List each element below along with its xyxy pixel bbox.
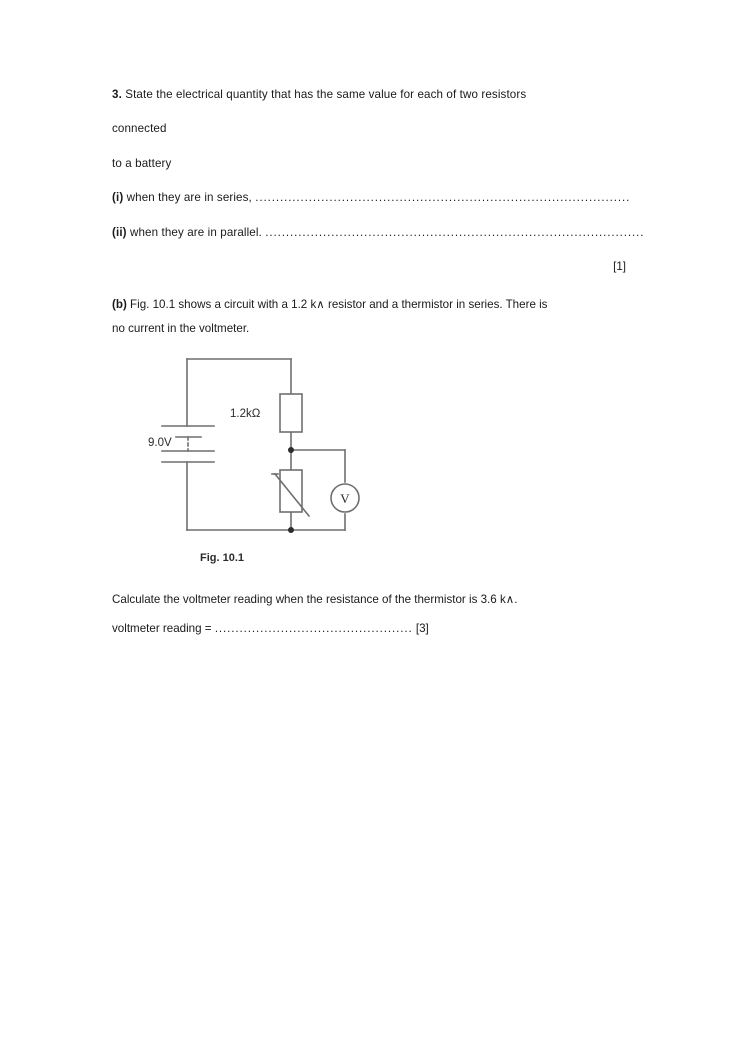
- part-i-label: (i): [112, 191, 124, 205]
- resistor-body: [280, 394, 302, 432]
- part-b-label: (b): [112, 298, 127, 312]
- question-part-i: [112, 191, 636, 205]
- thermistor-body: [280, 470, 302, 512]
- calculation-section: [112, 588, 636, 640]
- question-stem-line-2: [112, 122, 636, 136]
- answer-dots[interactable]: ................................................: [214, 621, 413, 635]
- question-stem-text-2: connected: [112, 122, 167, 136]
- part-i-answer-line[interactable]: ...........................................................................................: [255, 191, 631, 205]
- part-ii-label: (ii): [112, 225, 127, 239]
- marks-part-b: [3]: [415, 621, 429, 635]
- question-stem-line-3: [112, 157, 636, 171]
- junction-dot-top: [288, 447, 294, 453]
- part-ii-text: when they are in parallel.: [129, 225, 262, 239]
- figure-caption: Fig. 10.1: [200, 551, 245, 564]
- question-part-ii: [112, 225, 645, 240]
- resistor-label: 1.2kΩ: [230, 407, 261, 420]
- part-i-text: when they are in series,: [126, 191, 252, 205]
- calculation-answer-line: [112, 617, 636, 640]
- answer-label: voltmeter reading =: [112, 621, 212, 635]
- circuit-figure: [112, 354, 636, 582]
- calculation-prompt: Calculate the voltmeter reading when the resistance of the thermistor is 3.6 k∧.: [112, 592, 518, 606]
- circuit-diagram-svg: [112, 354, 412, 554]
- part-ii-answer-line[interactable]: ............................................................................................: [265, 225, 645, 239]
- marks-part-a: [1]: [613, 260, 626, 274]
- voltmeter-label: V: [340, 490, 350, 506]
- question-number: 3.: [112, 88, 122, 101]
- battery-label: 9.0V: [148, 436, 172, 449]
- part-b-text-line-1: Fig. 10.1 shows a circuit with a 1.2 k∧ resistor and a thermistor in series. There is: [130, 298, 548, 312]
- question-content: [112, 88, 645, 646]
- part-b-text-line-2: no current in the voltmeter.: [112, 321, 250, 335]
- junction-dot-bottom: [288, 527, 294, 533]
- question-stem-line-1: [112, 88, 636, 102]
- question-stem-text-1: State the electrical quantity that has the same value for each of two resistors: [125, 88, 527, 101]
- question-stem-text-3: to a battery: [112, 156, 172, 170]
- part-b-paragraph: [112, 293, 636, 339]
